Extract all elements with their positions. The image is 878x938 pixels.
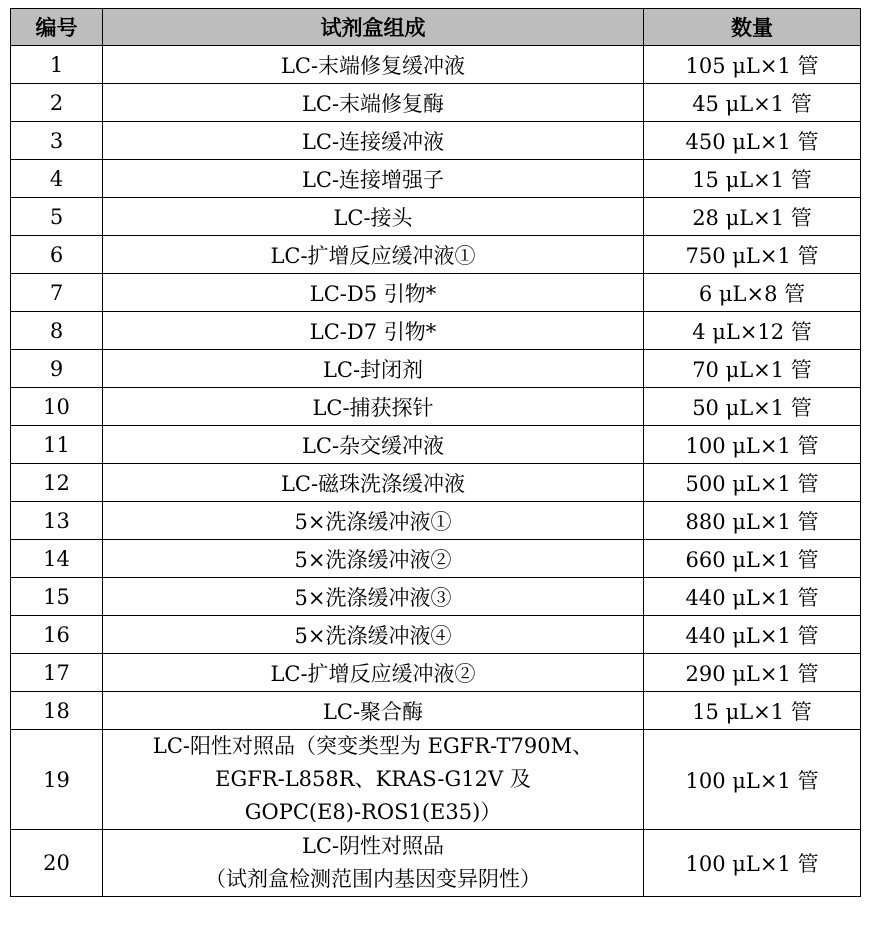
row-number: 15	[11, 578, 103, 616]
row-component: LC-D5 引物*	[103, 274, 644, 312]
row-number: 8	[11, 312, 103, 350]
row-quantity: 28 μL×1 管	[644, 198, 861, 236]
row-quantity: 15 μL×1 管	[644, 160, 861, 198]
row-quantity: 660 μL×1 管	[644, 540, 861, 578]
row-quantity: 105 μL×1 管	[644, 46, 861, 84]
table-row	[11, 578, 861, 616]
row-number: 18	[11, 692, 103, 730]
table-row	[11, 540, 861, 578]
row-number: 12	[11, 464, 103, 502]
header-quantity: 数量	[644, 9, 861, 46]
component-line: LC-阴性对照品	[301, 834, 445, 858]
row-quantity: 4 μL×12 管	[644, 312, 861, 350]
row-number: 20	[11, 830, 103, 897]
row-quantity: 450 μL×1 管	[644, 122, 861, 160]
table-row	[11, 692, 861, 730]
table-row	[11, 350, 861, 388]
row-quantity: 45 μL×1 管	[644, 84, 861, 122]
table-row	[11, 654, 861, 692]
row-component: 5×洗涤缓冲液①	[103, 502, 644, 540]
table-row	[11, 160, 861, 198]
row-component: LC-封闭剂	[103, 350, 644, 388]
row-component: LC-杂交缓冲液	[103, 426, 644, 464]
table-row-positive-control	[11, 730, 861, 830]
row-component: 5×洗涤缓冲液④	[103, 616, 644, 654]
table-row-negative-control	[11, 830, 861, 897]
row-quantity: 100 μL×1 管	[644, 730, 861, 830]
row-quantity: 70 μL×1 管	[644, 350, 861, 388]
row-component: LC-捕获探针	[103, 388, 644, 426]
row-component: LC-扩增反应缓冲液①	[103, 236, 644, 274]
component-line: （试剂盒检测范围内基因变异阴性）	[205, 867, 541, 891]
table-row	[11, 426, 861, 464]
row-quantity: 440 μL×1 管	[644, 578, 861, 616]
row-quantity: 50 μL×1 管	[644, 388, 861, 426]
row-number: 1	[11, 46, 103, 84]
row-number: 17	[11, 654, 103, 692]
row-component: 5×洗涤缓冲液②	[103, 540, 644, 578]
header-number: 编号	[11, 9, 103, 46]
row-component	[103, 730, 644, 830]
row-quantity: 880 μL×1 管	[644, 502, 861, 540]
table-row	[11, 198, 861, 236]
table-row	[11, 46, 861, 84]
table-row	[11, 274, 861, 312]
table-row	[11, 84, 861, 122]
row-component: LC-末端修复缓冲液	[103, 46, 644, 84]
table-row	[11, 312, 861, 350]
row-component: LC-聚合酶	[103, 692, 644, 730]
row-component: LC-连接增强子	[103, 160, 644, 198]
row-component: LC-末端修复酶	[103, 84, 644, 122]
row-component: LC-D7 引物*	[103, 312, 644, 350]
kit-components-table	[10, 8, 861, 897]
row-number: 2	[11, 84, 103, 122]
header-component: 试剂盒组成	[103, 9, 644, 46]
row-component: LC-磁珠洗涤缓冲液	[103, 464, 644, 502]
row-quantity: 6 μL×8 管	[644, 274, 861, 312]
row-number: 3	[11, 122, 103, 160]
header-row	[11, 9, 861, 46]
component-line: GOPC(E8)-ROS1(E35)）	[244, 800, 502, 824]
row-quantity: 750 μL×1 管	[644, 236, 861, 274]
row-quantity: 100 μL×1 管	[644, 830, 861, 897]
row-number: 9	[11, 350, 103, 388]
row-quantity: 440 μL×1 管	[644, 616, 861, 654]
row-component	[103, 830, 644, 897]
row-number: 13	[11, 502, 103, 540]
row-quantity: 100 μL×1 管	[644, 426, 861, 464]
row-number: 14	[11, 540, 103, 578]
table-row	[11, 122, 861, 160]
table-row	[11, 464, 861, 502]
row-component: LC-连接缓冲液	[103, 122, 644, 160]
row-quantity: 15 μL×1 管	[644, 692, 861, 730]
row-component: LC-扩增反应缓冲液②	[103, 654, 644, 692]
row-number: 4	[11, 160, 103, 198]
row-number: 10	[11, 388, 103, 426]
component-line: EGFR-L858R、KRAS-G12V 及	[215, 767, 531, 791]
row-number: 19	[11, 730, 103, 830]
row-component: LC-接头	[103, 198, 644, 236]
table-row	[11, 388, 861, 426]
row-number: 16	[11, 616, 103, 654]
row-number: 11	[11, 426, 103, 464]
row-quantity: 500 μL×1 管	[644, 464, 861, 502]
table-row	[11, 236, 861, 274]
row-number: 7	[11, 274, 103, 312]
row-number: 5	[11, 198, 103, 236]
table-row	[11, 616, 861, 654]
row-number: 6	[11, 236, 103, 274]
table-row	[11, 502, 861, 540]
component-line: LC-阳性对照品（突变类型为 EGFR-T790M、	[152, 734, 594, 758]
row-quantity: 290 μL×1 管	[644, 654, 861, 692]
row-component: 5×洗涤缓冲液③	[103, 578, 644, 616]
